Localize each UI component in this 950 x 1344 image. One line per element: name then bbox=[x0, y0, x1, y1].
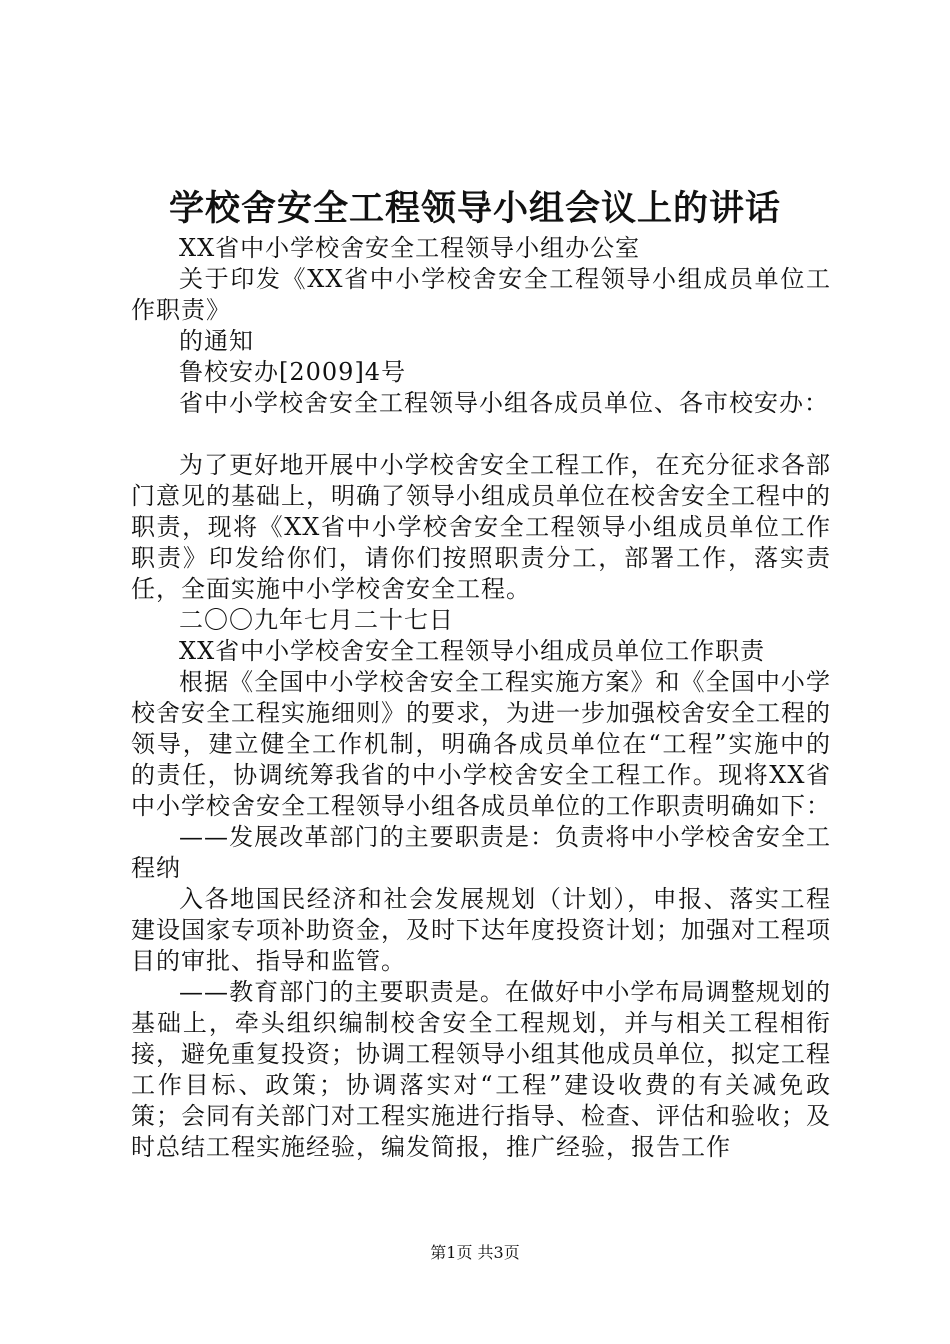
paragraph-document-number: 鲁校安办[2009]4号 bbox=[179, 358, 407, 386]
paragraph-education: ——教育部门的主要职责是。在做好中小学布局调整规划的基础上，牵头组织编制校舍安全工程规划，并与相关工程相衔接，避免重复投资；协调工程领导小组其他成员单位，拟定工程工作目标、政策；协调落实对“工程”建设收费的有关减免政策；会同有关部门对工程实施进行指导、检查、评估和验收；及时总结工程实施经验，编发简报，推广经验，报告工作 bbox=[131, 978, 831, 1161]
paragraph-issuer: XX省中小学校舍安全工程领导小组办公室 bbox=[179, 234, 641, 262]
document-body bbox=[131, 233, 831, 1163]
paragraph-purpose: 为了更好地开展中小学校舍安全工程工作，在充分征求各部门意见的基础上，明确了领导小组成员单位在校舍安全工程中的职责，现将《XX省中小学校舍安全工程领导小组成员单位工作职责》印发给你们，请你们按照职责分工，部署工作，落实责任，全面实施中小学校舍安全工程。 bbox=[131, 451, 831, 603]
paragraph-notice-word: 的通知 bbox=[179, 327, 254, 355]
page-footer: 第1页 共3页 bbox=[430, 1243, 520, 1262]
paragraph-date: 二〇〇九年七月二十七日 bbox=[179, 606, 454, 634]
paragraph-basis: 根据《全国中小学校舍安全工程实施方案》和《全国中小学校舍安全工程实施细则》的要求，为进一步加强校舍安全工程的领导，建立健全工作机制，明确各成员单位在“工程”实施中的的责任，协调统筹我省的中小学校舍安全工程工作。现将XX省中小学校舍安全工程领导小组各成员单位的工作职责明确如下： bbox=[131, 668, 831, 820]
paragraph-recipients: 省中小学校舍安全工程领导小组各成员单位、各市校安办： bbox=[179, 389, 829, 417]
paragraph-notice-subject: 关于印发《XX省中小学校舍安全工程领导小组成员单位工作职责》 bbox=[131, 265, 831, 324]
paragraph-development-reform: ——发展改革部门的主要职责是：负责将中小学校舍安全工程纳 bbox=[131, 823, 831, 882]
paragraph-spacer bbox=[131, 419, 831, 450]
paragraph-development-reform-cont: 入各地国民经济和社会发展规划（计划），申报、落实工程建设国家专项补助资金，及时下达年度投资计划；加强对工程项目的审批、指导和监管。 bbox=[131, 885, 831, 975]
document-title: 学校舍安全工程领导小组会议上的讲话 bbox=[168, 188, 781, 229]
paragraph-section-heading: XX省中小学校舍安全工程领导小组成员单位工作职责 bbox=[179, 637, 766, 665]
